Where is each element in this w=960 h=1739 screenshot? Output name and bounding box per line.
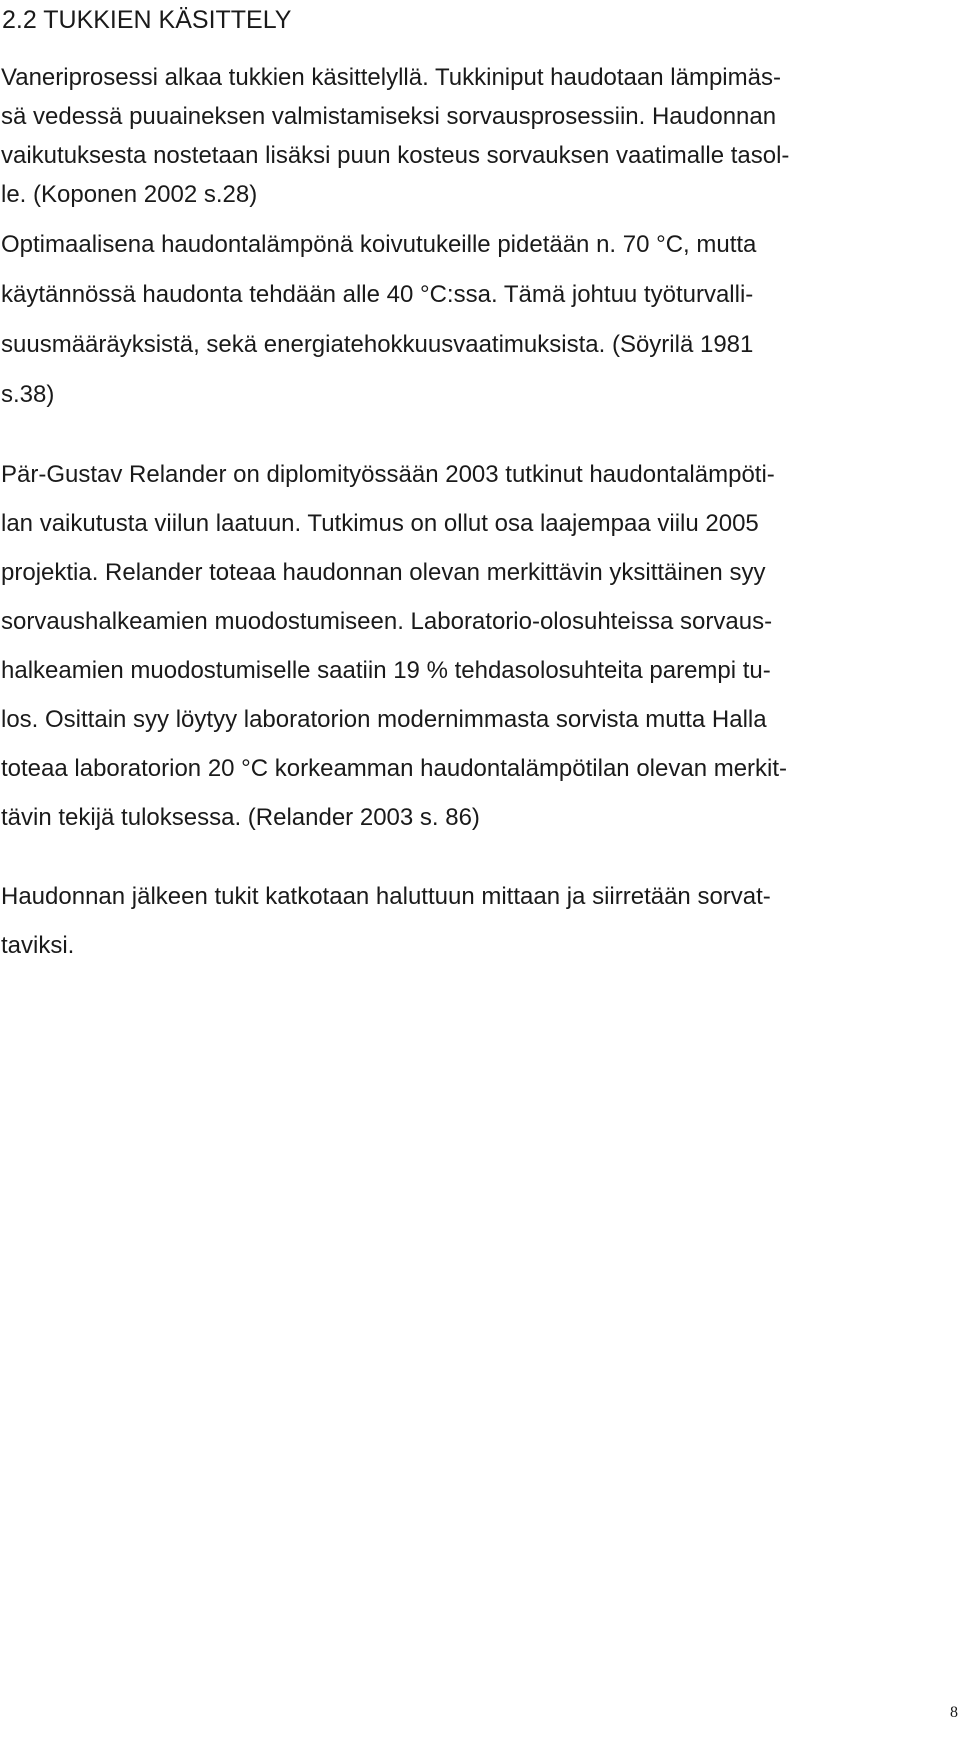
paragraph-line: suusmääräyksistä, sekä energiatehokkuusvaatimuksista. (Söyrilä 1981 — [1, 331, 754, 358]
page-number: 8 — [950, 1704, 958, 1721]
paragraph-line: Vaneriprosessi alkaa tukkien käsittelyllä. Tukkiniput haudotaan lämpimäs- — [1, 64, 781, 91]
paragraph-line: käytännössä haudonta tehdään alle 40 °C:ssa. Tämä johtuu työturvalli- — [1, 281, 754, 308]
paragraph-line: sä vedessä puuaineksen valmistamiseksi sorvausprosessiin. Haudonnan — [1, 103, 777, 130]
paragraph-line: toteaa laboratorion 20 °C korkeamman haudontalämpötilan olevan merkit- — [1, 755, 788, 782]
paragraph-line: projektia. Relander toteaa haudonnan olevan merkittävin yksittäinen syy — [1, 559, 766, 586]
paragraph-line: vaikutuksesta nostetaan lisäksi puun kosteus sorvauksen vaatimalle tasol- — [1, 142, 790, 169]
paragraph-line: sorvaushalkeamien muodostumiseen. Laboratorio-olosuhteissa sorvaus- — [1, 608, 773, 635]
paragraph-line: le. (Koponen 2002 s.28) — [1, 181, 258, 208]
paragraph-line: lan vaikutusta viilun laatuun. Tutkimus on ollut osa laajempaa viilu 2005 — [1, 510, 759, 537]
paragraph-line: halkeamien muodostumiselle saatiin 19 % tehdasolosuhteita parempi tu- — [1, 657, 771, 684]
paragraph-line: los. Osittain syy löytyy laboratorion modernimmasta sorvista mutta Halla — [1, 706, 767, 733]
paragraph-line: Optimaalisena haudontalämpönä koivutukeille pidetään n. 70 °C, mutta — [1, 231, 757, 258]
section-heading: 2.2 TUKKIEN KÄSITTELY — [2, 6, 292, 34]
paragraph-line: Pär-Gustav Relander on diplomityössään 2003 tutkinut haudontalämpöti- — [1, 461, 775, 488]
paragraph-line: taviksi. — [1, 932, 75, 959]
paragraph-line: tävin tekijä tuloksessa. (Relander 2003 s. 86) — [1, 804, 480, 831]
paragraph-line: Haudonnan jälkeen tukit katkotaan haluttuun mittaan ja siirretään sorvat- — [1, 883, 771, 910]
paragraph-line: s.38) — [1, 381, 55, 408]
